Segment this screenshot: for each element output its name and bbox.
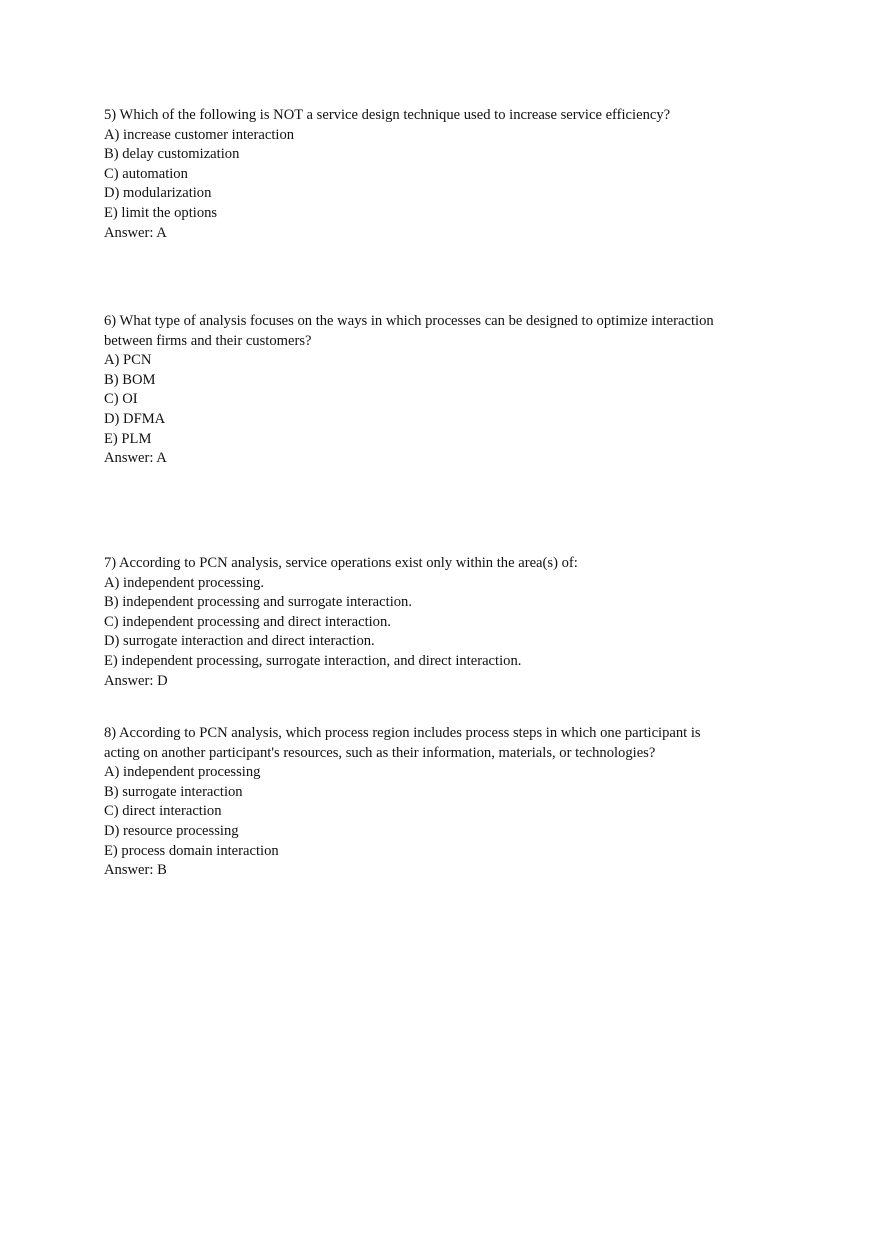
option-d: D) DFMA: [104, 410, 166, 427]
option-a: A) independent processing.: [104, 574, 265, 591]
question-stem: 5) Which of the following is NOT a service design technique used to increase service efficiency?: [104, 107, 671, 123]
option-b: B) delay customization: [104, 146, 240, 163]
option-b: B) surrogate interaction: [104, 783, 243, 800]
option-d: D) modularization: [104, 185, 212, 202]
option-e: E) independent processing, surrogate interaction, and direct interaction.: [104, 652, 522, 669]
question-stem: 7) According to PCN analysis, service operations exist only within the area(s) of:: [104, 555, 578, 571]
option-e: E) process domain interaction: [104, 842, 279, 859]
option-a: A) increase customer interaction: [104, 126, 295, 143]
question-stem: 8) According to PCN analysis, which process region includes process steps in which one participant is: [104, 725, 701, 741]
question-7: [104, 554, 724, 691]
option-a: A) PCN: [104, 352, 152, 369]
answer: Answer: A: [104, 224, 167, 241]
option-c: C) automation: [104, 165, 188, 182]
answer: Answer: A: [104, 450, 167, 467]
option-e: E) limit the options: [104, 204, 218, 221]
option-b: B) independent processing and surrogate interaction.: [104, 594, 412, 611]
answer: Answer: D: [104, 672, 168, 689]
question-6: [104, 312, 724, 469]
option-c: C) direct interaction: [104, 803, 222, 820]
option-e: E) PLM: [104, 430, 152, 447]
option-c: C) OI: [104, 391, 138, 408]
option-a: A) independent processing: [104, 764, 261, 781]
question-stem: 6) What type of analysis focuses on the ways in which processes can be designed to optimize interaction: [104, 313, 714, 329]
option-b: B) BOM: [104, 371, 156, 388]
question-stem-continued: between firms and their customers?: [104, 332, 312, 349]
answer: Answer: B: [104, 862, 167, 879]
option-d: D) resource processing: [104, 822, 239, 839]
question-8: [104, 724, 724, 881]
question-5: [104, 106, 724, 243]
option-c: C) independent processing and direct interaction.: [104, 613, 391, 630]
option-d: D) surrogate interaction and direct interaction.: [104, 633, 375, 650]
question-stem-continued: acting on another participant's resources, such as their information, materials, or technologies?: [104, 744, 656, 761]
